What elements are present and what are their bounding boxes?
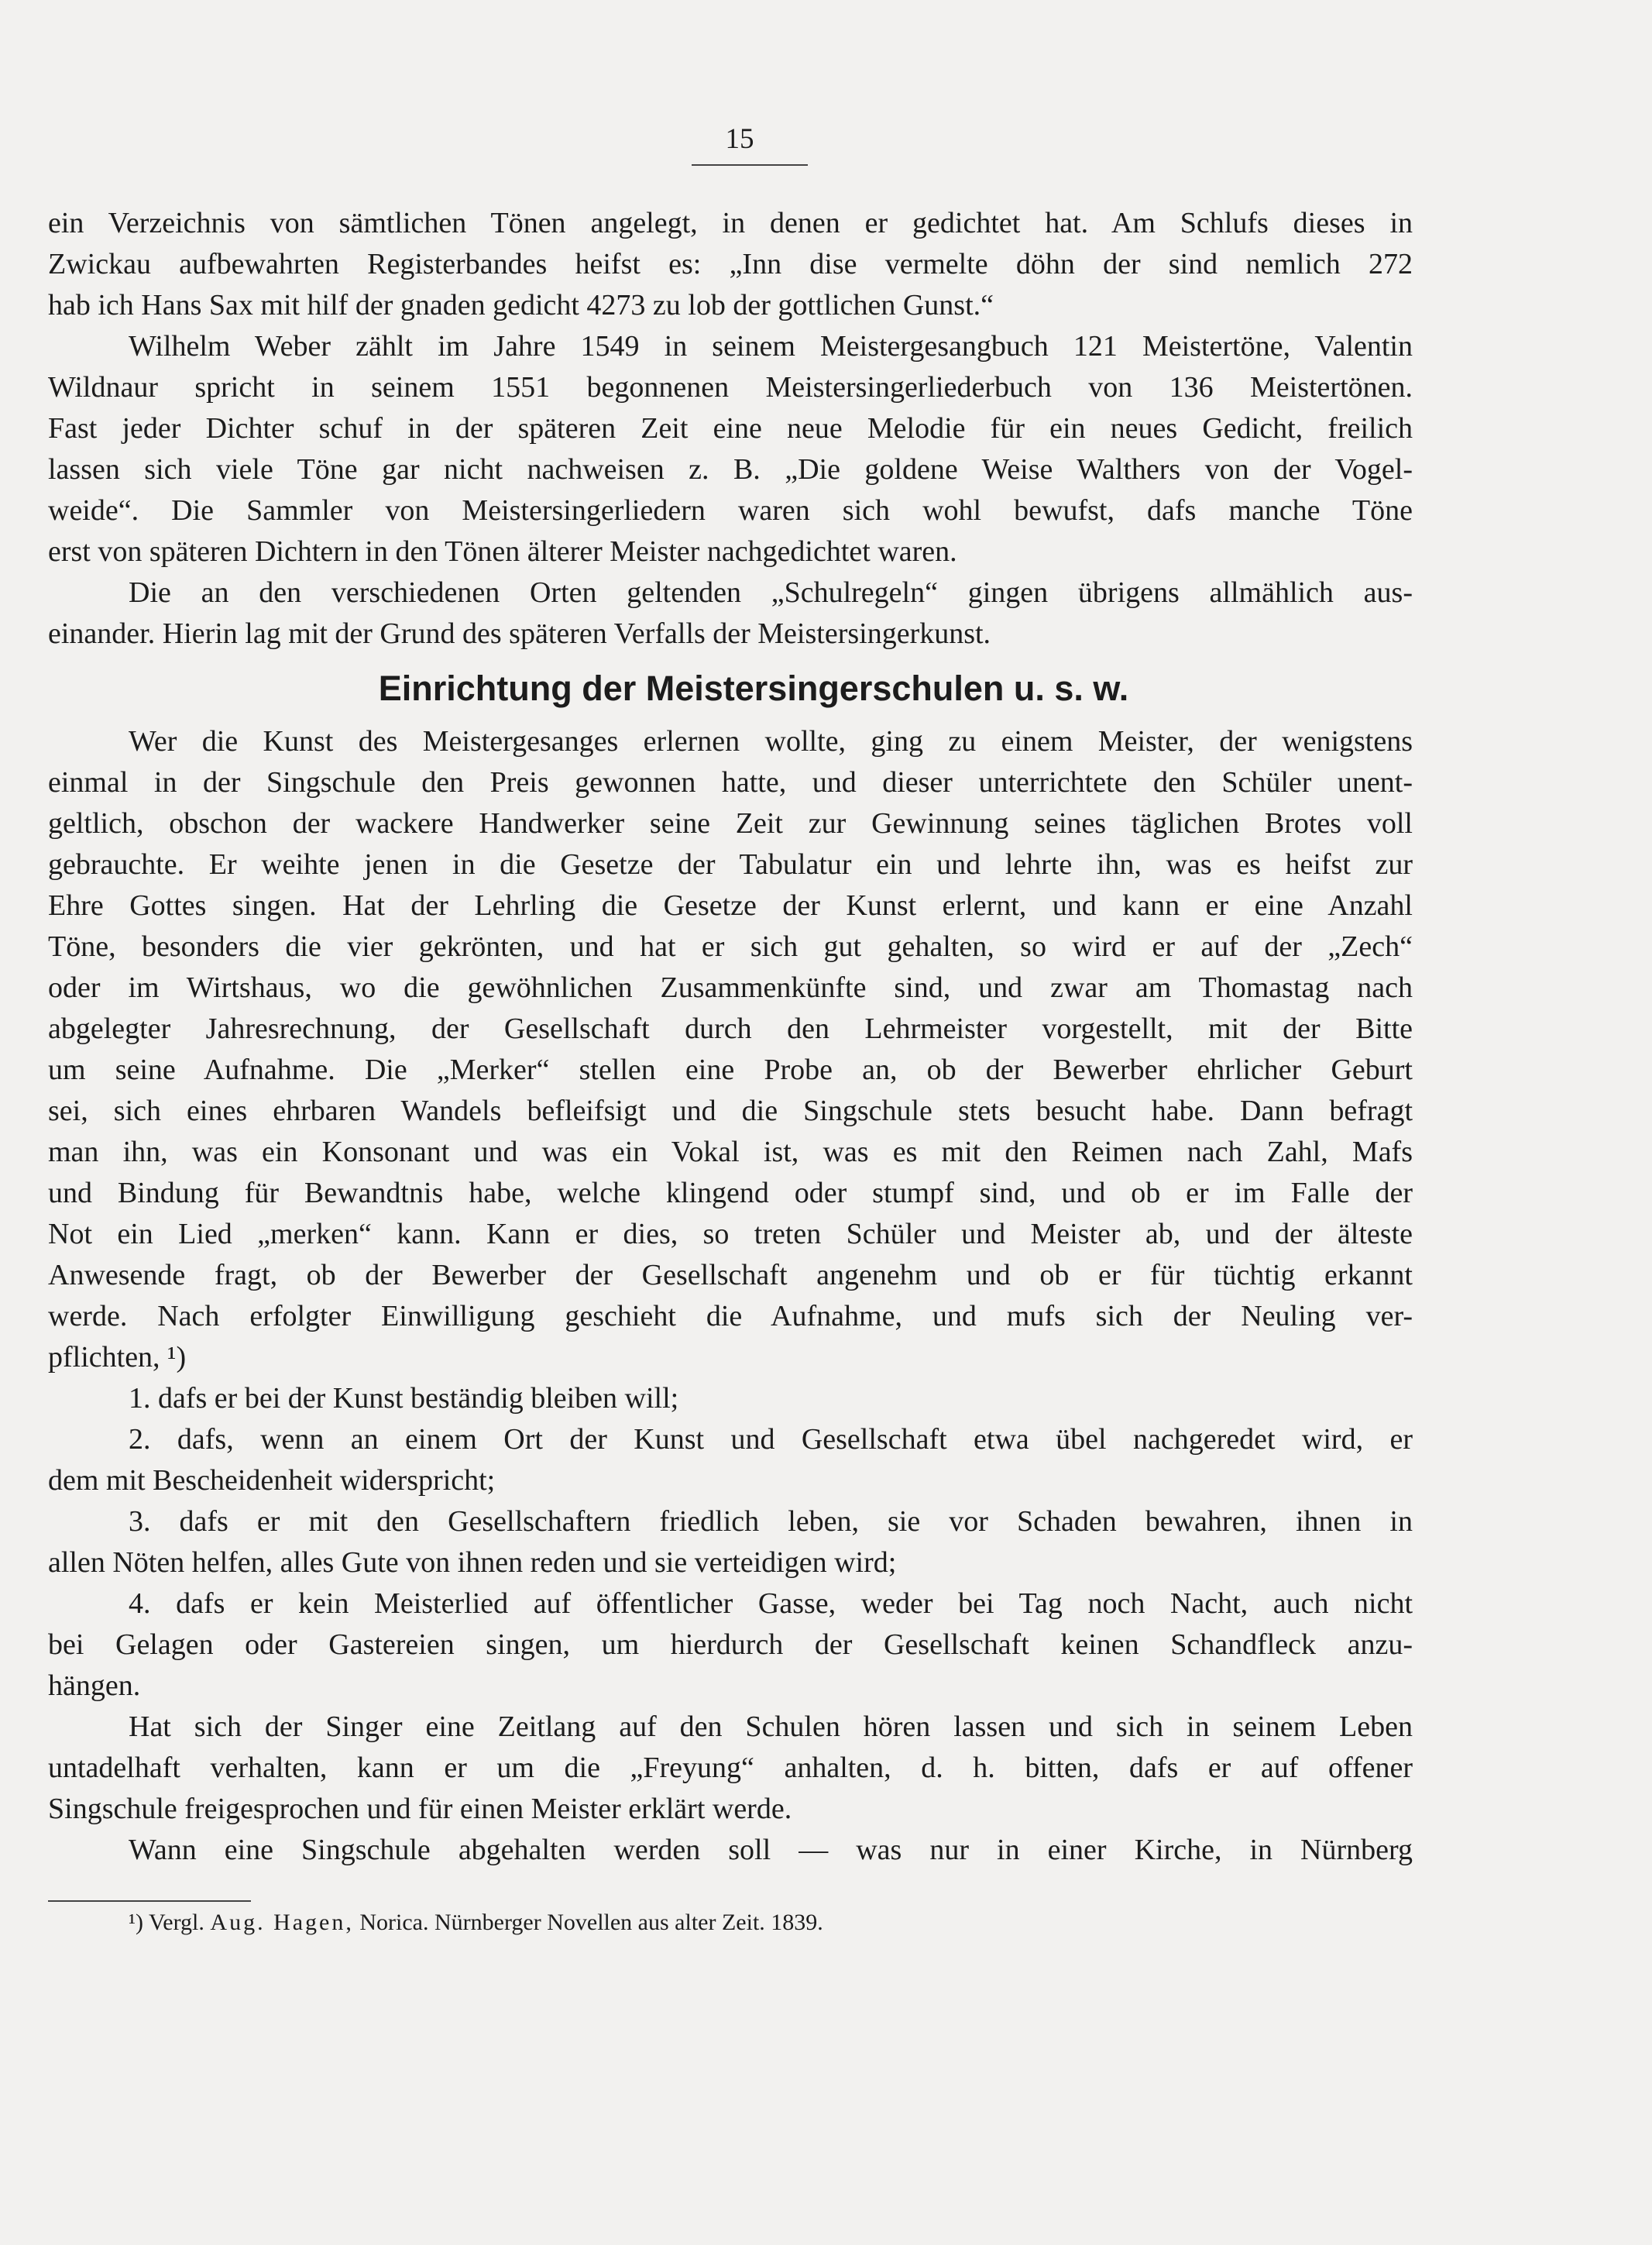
text-line: lassen sich viele Töne gar nicht nachweisen z. B. „Die goldene Weise Walthers von der Vogel-: [48, 453, 1413, 486]
text-line: Wildnaur spricht in seinem 1551 begonnenen Meistersingerliederbuch von 136 Meistertönen.: [48, 371, 1413, 404]
text-line: oder im Wirtshaus, wo die gewöhnlichen Zusammenkünfte sind, und zwar am Thomastag nach: [48, 971, 1413, 1004]
section-heading: Einrichtung der Meistersingerschulen u. s. w.: [378, 669, 1129, 708]
text-line: ein Verzeichnis von sämtlichen Tönen angelegt, in denen er gedichtet hat. Am Schlufs dieses in: [48, 207, 1413, 239]
text-line: gebrauchte. Er weihte jenen in die Gesetze der Tabulatur ein und lehrte ihn, was es heifst zur: [48, 848, 1413, 881]
text-line: Hat sich der Singer eine Zeitlang auf den Schulen hören lassen und sich in seinem Leben: [129, 1710, 1413, 1743]
text-line: werde. Nach erfolgter Einwilligung geschieht die Aufnahme, und mufs sich der Neuling ver-: [48, 1300, 1413, 1332]
text-line: und Bindung für Bewandtnis habe, welche klingend oder stumpf sind, und ob er im Falle der: [48, 1177, 1413, 1209]
text-line: weide“. Die Sammler von Meistersingerliedern waren sich wohl bewufst, dafs manche Töne: [48, 494, 1413, 527]
text-line: man ihn, was ein Konsonant und was ein Vokal ist, was es mit den Reimen nach Zahl, Mafs: [48, 1136, 1413, 1168]
text-line: erst von späteren Dichtern in den Tönen älterer Meister nachgedichtet waren.: [48, 535, 957, 568]
footnote-pre: Vergl.: [148, 1910, 204, 1935]
footnote: [129, 1907, 823, 1938]
text-line: Wer die Kunst des Meistergesanges erlernen wollte, ging zu einem Meister, der wenigstens: [129, 725, 1413, 758]
text-line: Anwesende fragt, ob der Bewerber der Gesellschaft angenehm und ob er für tüchtig erkannt: [48, 1259, 1413, 1291]
text-line: untadelhaft verhalten, kann er um die „Freyung“ anhalten, d. h. bitten, dafs er auf offener: [48, 1752, 1413, 1784]
text-line: Ehre Gottes singen. Hat der Lehrling die Gesetze der Kunst erlernt, und kann er eine Anzahl: [48, 889, 1413, 922]
text-line: Zwickau aufbewahrten Registerbandes heifst es: „Inn dise vermelte döhn der sind nemlich 272: [48, 248, 1413, 280]
text-line: Singschule freigesprochen und für einen Meister erklärt werde.: [48, 1793, 792, 1825]
list-item: 2. dafs, wenn an einem Ort der Kunst und Gesellschaft etwa übel nachgeredet wird, er: [129, 1423, 1413, 1456]
text-line: hängen.: [48, 1669, 141, 1702]
text-line: dem mit Bescheidenheit widerspricht;: [48, 1464, 496, 1497]
text-line: Not ein Lied „merken“ kann. Kann er dies, so treten Schüler und Meister ab, und der älteste: [48, 1218, 1413, 1250]
text-line: abgelegter Jahresrechnung, der Gesellschaft durch den Lehrmeister vorgestellt, mit der Bitte: [48, 1012, 1413, 1045]
text-line: einander. Hierin lag mit der Grund des späteren Verfalls der Meistersingerkunst.: [48, 617, 991, 650]
page-number-rule: [692, 164, 808, 166]
text-line: Töne, besonders die vier gekrönten, und hat er sich gut gehalten, so wird er auf der „Zech“: [48, 930, 1413, 963]
text-line: bei Gelagen oder Gastereien singen, um hierdurch der Gesellschaft keinen Schandfleck anzu-: [48, 1628, 1413, 1661]
text-line: allen Nöten helfen, alles Gute von ihnen reden und sie verteidigen wird;: [48, 1546, 897, 1579]
text-line: einmal in der Singschule den Preis gewonnen hatte, und dieser unterrichtete den Schüler unent-: [48, 766, 1413, 799]
body-text: [48, 203, 1413, 1871]
text-line: sei, sich eines ehrbaren Wandels befleifsigt und die Singschule stets besucht habe. Dann befragt: [48, 1095, 1413, 1127]
text-line: um seine Aufnahme. Die „Merker“ stellen eine Probe an, ob der Bewerber ehrlicher Geburt: [48, 1054, 1413, 1086]
text-line: Die an den verschiedenen Orten geltenden „Schulregeln“ gingen übrigens allmählich aus-: [129, 576, 1413, 609]
page-number: 15: [725, 123, 754, 155]
text-line: geltlich, obschon der wackere Handwerker seine Zeit zur Gewinnung seines täglichen Brotes voll: [48, 807, 1413, 840]
footnote-author: Aug. Hagen,: [210, 1910, 354, 1935]
text-line: Wann eine Singschule abgehalten werden soll — was nur in einer Kirche, in Nürnberg: [129, 1834, 1413, 1866]
list-item: 4. dafs er kein Meisterlied auf öffentlicher Gasse, weder bei Tag noch Nacht, auch nicht: [129, 1587, 1413, 1620]
text-line: Fast jeder Dichter schuf in der späteren Zeit eine neue Melodie für ein neues Gedicht, freilich: [48, 412, 1413, 445]
list-item: 3. dafs er mit den Gesellschaftern friedlich leben, sie vor Schaden bewahren, ihnen in: [129, 1505, 1413, 1538]
footnote-marker: ¹): [129, 1910, 143, 1935]
text-line: Wilhelm Weber zählt im Jahre 1549 in seinem Meistergesangbuch 121 Meistertöne, Valentin: [129, 330, 1413, 363]
footnote-rule: [48, 1900, 251, 1902]
footnote-text: Norica. Nürnberger Novellen aus alter Zeit. 1839.: [359, 1910, 823, 1935]
text-line: pflichten, ¹): [48, 1341, 187, 1373]
list-item: 1. dafs er bei der Kunst beständig bleiben will;: [129, 1382, 679, 1415]
text-line: hab ich Hans Sax mit hilf der gnaden gedicht 4273 zu lob der gottlichen Gunst.“: [48, 289, 994, 321]
